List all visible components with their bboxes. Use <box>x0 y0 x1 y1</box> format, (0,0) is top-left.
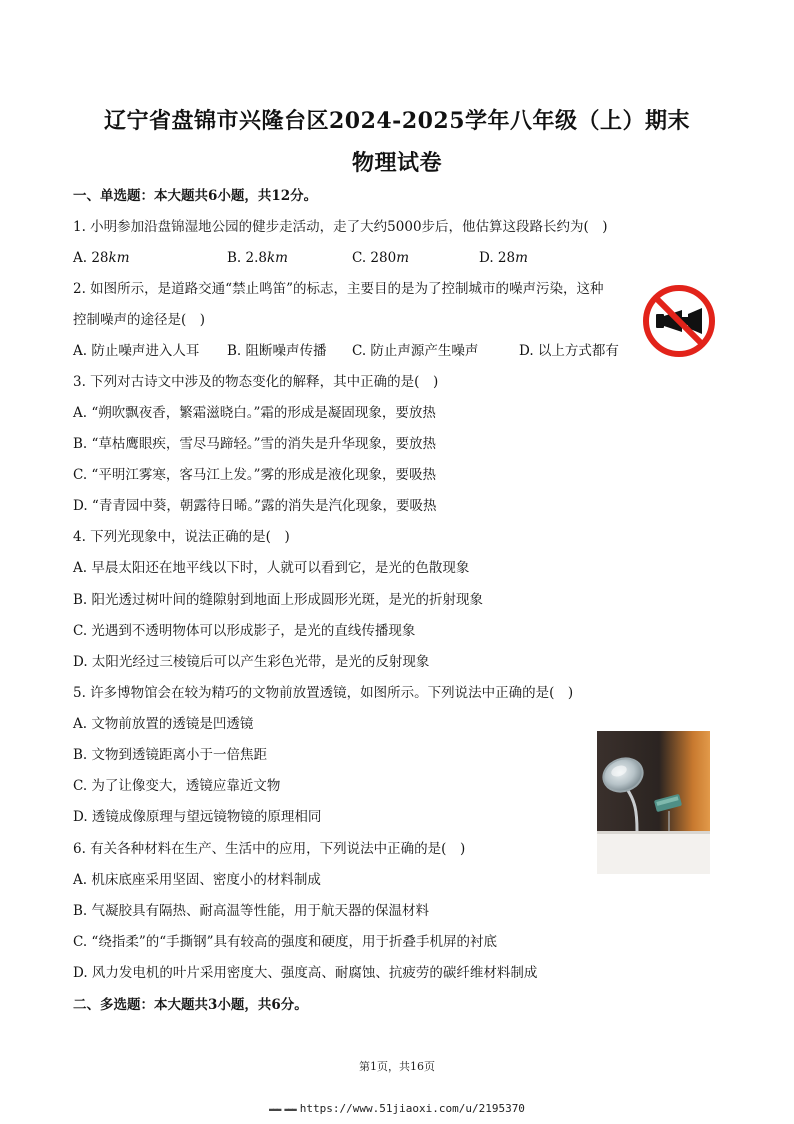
no-honking-sign-icon <box>642 284 716 358</box>
question-1-stem: 1. 小明参加沿盘锦湿地公园的健步走活动，走了大约5000步后，他估算这段路长约为( ) <box>73 219 608 235</box>
question-6-option-a: A. 机床底座采用坚固、密度小的材料制成 <box>73 872 321 888</box>
question-2-stem-line2: 控制噪声的途径是( ) <box>73 312 206 328</box>
option-d-value: D. 28 <box>479 250 516 266</box>
question-2-option-c: C. 防止声源产生噪声 <box>352 343 479 359</box>
question-4-option-a: A. 早晨太阳还在地平线以下时，人就可以看到它，是光的色散现象 <box>73 560 470 576</box>
page-title-line2: 物理试卷 <box>351 150 442 176</box>
question-3-option-a: A. “朔吹飘夜香，繁霜滋晓白。”霜的形成是凝固现象，要放热 <box>73 405 436 421</box>
question-2-options <box>73 342 633 360</box>
option-c-value: C. 280 <box>352 250 397 266</box>
question-1-option-b <box>227 249 288 267</box>
section-heading-single-choice: 一、单选题：本大题共6小题，共12分。 <box>73 188 318 204</box>
watermark-logo-icon: ▬▬▬ ▬▬▬ <box>269 1105 296 1114</box>
question-5-stem: 5. 许多博物馆会在较为精巧的文物前放置透镜，如图所示。下列说法中正确的是( ) <box>73 685 574 701</box>
museum-magnifier-photo <box>597 731 710 874</box>
page-title-line1: 辽宁省盘锦市兴隆台区2024-2025学年八年级（上）期末 <box>103 108 691 134</box>
section-heading-multiple-choice: 二、多选题：本大题共3小题，共6分。 <box>73 997 308 1013</box>
question-5-option-c: C. 为了让像变大，透镜应靠近文物 <box>73 778 281 794</box>
question-3-option-b: B. “草枯鹰眼疾，雪尽马蹄轻。”雪的消失是升华现象，要放热 <box>73 436 437 452</box>
question-4-option-d: D. 太阳光经过三棱镜后可以产生彩色光带，是光的反射现象 <box>73 654 430 670</box>
watermark <box>0 1102 794 1115</box>
question-3-stem: 3. 下列对古诗文中涉及的物态变化的解释，其中正确的是( ) <box>73 374 439 390</box>
option-b-unit: km <box>266 250 288 266</box>
question-4-option-c: C. 光遇到不透明物体可以形成影子，是光的直线传播现象 <box>73 623 416 639</box>
question-4-option-b: B. 阳光透过树叶间的缝隙射到地面上形成圆形光斑，是光的折射现象 <box>73 592 484 608</box>
question-1-options <box>73 249 673 267</box>
question-1-option-d <box>479 249 528 267</box>
question-2-stem-line1: 2. 如图所示，是道路交通“禁止鸣笛”的标志，主要目的是为了控制城市的噪声污染，这种 <box>73 281 604 297</box>
question-2-option-b: B. 阻断噪声传播 <box>227 343 327 359</box>
option-c-unit: m <box>396 250 410 266</box>
option-a-value: A. 28 <box>73 250 109 266</box>
question-6-option-d: D. 风力发电机的叶片采用密度大、强度高、耐腐蚀、抗疲劳的碳纤维材料制成 <box>73 965 538 981</box>
question-6-stem: 6. 有关各种材料在生产、生活中的应用，下列说法中正确的是( ) <box>73 841 466 857</box>
option-b-value: B. 2.8 <box>227 250 267 266</box>
question-2-option-a: A. 防止噪声进入人耳 <box>73 343 200 359</box>
question-6-option-c: C. “绕指柔”的“手撕钢”具有较高的强度和硬度，用于折叠手机屏的衬底 <box>73 934 498 950</box>
option-a-unit: km <box>108 250 130 266</box>
question-3-option-d: D. “青青园中葵，朝露待日晞。”露的消失是汽化现象，要吸热 <box>73 498 437 514</box>
question-3-option-c: C. “平明江雾寒，客马江上发。”雾的形成是液化现象，要吸热 <box>73 467 436 483</box>
watermark-url: https://www.51jiaoxi.com/u/2195370 <box>299 1102 525 1115</box>
question-4-stem: 4. 下列光现象中，说法正确的是( ) <box>73 529 290 545</box>
question-2-option-d: D. 以上方式都有 <box>519 343 619 359</box>
option-d-unit: m <box>515 250 528 266</box>
question-5-option-a: A. 文物前放置的透镜是凹透镜 <box>73 716 254 732</box>
question-5-option-b: B. 文物到透镜距离小于一倍焦距 <box>73 747 268 763</box>
question-1-option-a <box>73 249 130 267</box>
question-1-option-c <box>352 249 409 267</box>
question-5-option-d: D. 透镜成像原理与望远镜物镜的原理相同 <box>73 809 322 825</box>
question-6-option-b: B. 气凝胶具有隔热、耐高温等性能，用于航天器的保温材料 <box>73 903 430 919</box>
page-number-footer: 第1页，共16页 <box>359 1060 435 1073</box>
